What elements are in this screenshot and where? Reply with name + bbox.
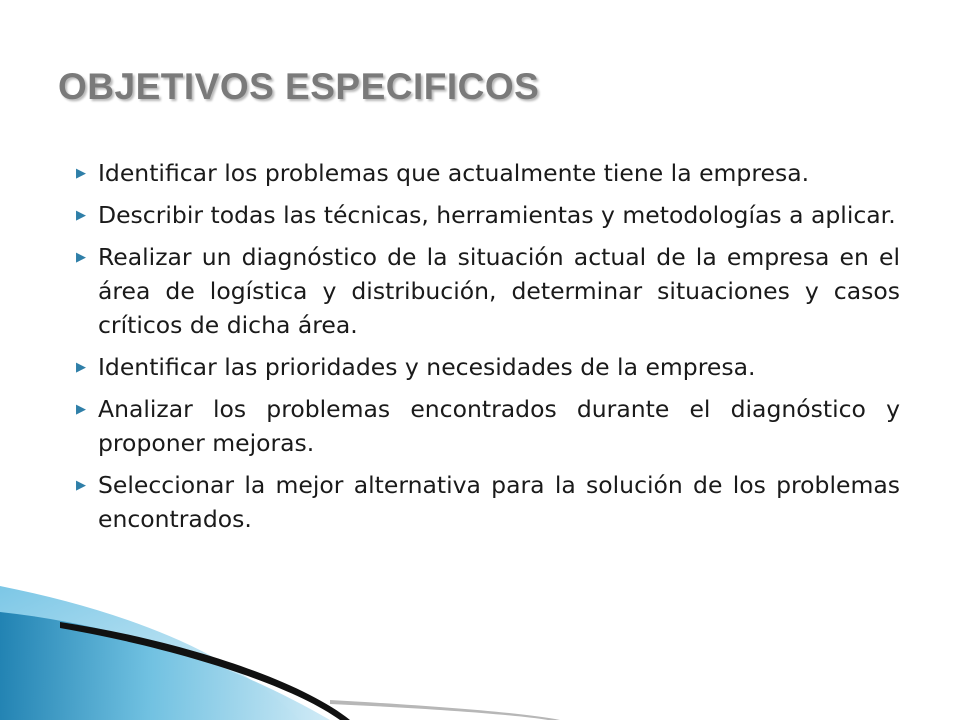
triangle-right-icon: ▶ <box>76 478 86 493</box>
bullet-text: Identificar los problemas que actualmente tiene la empresa. <box>98 159 810 187</box>
bullet-text: Identificar las prioridades y necesidades de la empresa. <box>98 353 756 381</box>
triangle-right-icon: ▶ <box>76 250 86 265</box>
triangle-right-icon: ▶ <box>76 166 86 181</box>
bullet-text: Realizar un diagnóstico de la situación actual de la empresa en el área de logística y distribución, determinar situaciones y casos críticos de dicha área. <box>98 243 900 339</box>
triangle-right-icon: ▶ <box>76 402 86 417</box>
bullet-text: Seleccionar la mejor alternativa para la solución de los problemas encontrados. <box>98 471 900 533</box>
swoosh-gray-line <box>330 700 560 720</box>
bullet-text: Describir todas las técnicas, herramientas y metodologías a aplicar. <box>98 201 896 229</box>
bullet-text: Analizar los problemas encontrados durante el diagnóstico y proponer mejoras. <box>98 395 900 457</box>
triangle-right-icon: ▶ <box>76 360 86 375</box>
swoosh-blue-shape <box>0 612 330 720</box>
slide-title: OBJETIVOS ESPECIFICOS <box>58 66 540 107</box>
triangle-right-icon: ▶ <box>76 208 86 223</box>
